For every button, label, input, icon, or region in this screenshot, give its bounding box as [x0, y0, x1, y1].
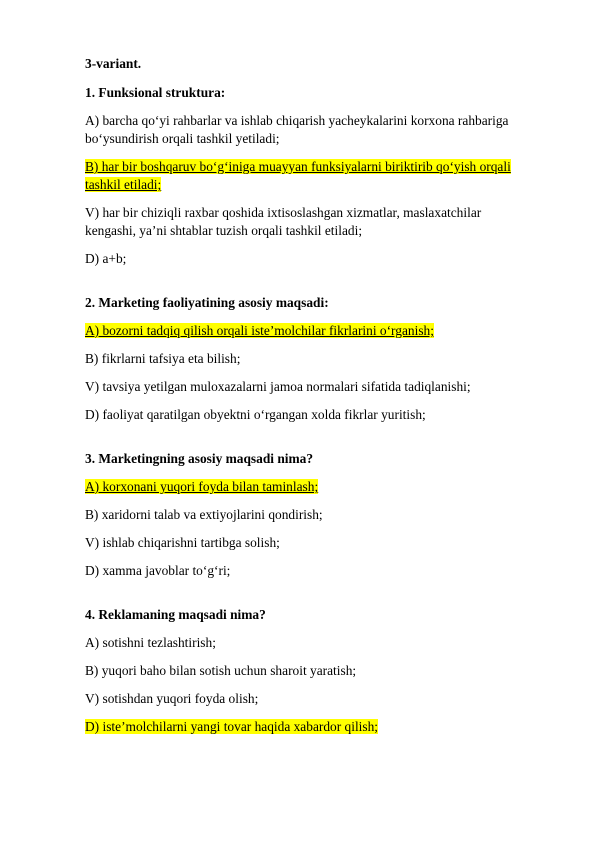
question-text: 1. Funksional struktura: [85, 85, 226, 100]
answer-option [85, 406, 525, 424]
answer-option [85, 534, 525, 552]
option-text: A) barcha qo‘yi rahbarlar va ishlab chiqarish yacheykalarini korxona rahbariga bo‘ysundirish orqali tashkil yetiladi; [85, 113, 509, 146]
question-text: 4. Reklamaning maqsadi nima? [85, 607, 266, 622]
question-2 [85, 294, 525, 424]
option-text: B) xaridorni talab va extiyojlarini qondirish; [85, 507, 323, 522]
question-text: 2. Marketing faoliyatining asosiy maqsadi: [85, 295, 329, 310]
option-text: D) xamma javoblar to‘g‘ri; [85, 563, 231, 578]
answer-option [85, 562, 525, 580]
question-1 [85, 84, 525, 268]
answer-option-correct [85, 718, 525, 736]
option-text: B) yuqori baho bilan sotish uchun sharoit yaratish; [85, 663, 357, 678]
option-text: D) faoliyat qaratilgan obyektni o‘rgangan xolda fikrlar yuritish; [85, 407, 426, 422]
answer-option [85, 250, 525, 268]
option-text: B) fikrlarni tafsiya eta bilish; [85, 351, 241, 366]
highlighted-answer-text: D) iste’molchilarni yangi tovar haqida xabardor qilish; [85, 719, 379, 734]
answer-option-correct [85, 158, 525, 194]
answer-option-correct [85, 478, 525, 496]
option-text: V) har bir chiziqli raxbar qoshida ixtisoslashgan xizmatlar, maslaxatchilar kengashi, ya’ni shtablar tuzish orqali tashkil etiladi; [85, 205, 482, 238]
option-text: V) ishlab chiqarishni tartibga solish; [85, 535, 280, 550]
highlighted-answer-text: A) bozorni tadqiq qilish orqali iste’molchilar fikrlarini o‘rganish; [85, 323, 434, 338]
answer-option [85, 204, 525, 240]
answer-option [85, 350, 525, 368]
answer-option [85, 662, 525, 680]
question-4 [85, 606, 525, 736]
option-text: D) a+b; [85, 251, 127, 266]
question-3 [85, 450, 525, 580]
variant-title: 3-variant. [85, 56, 142, 71]
answer-option [85, 378, 525, 396]
highlighted-answer-text: A) korxonani yuqori foyda bilan taminlash; [85, 479, 319, 494]
highlighted-answer-text: B) har bir boshqaruv bo‘g‘iniga muayyan funksiyalarni biriktirib qo‘yish orqali tashkil etiladi; [85, 159, 511, 192]
document-body [85, 55, 525, 746]
answer-option [85, 634, 525, 652]
option-text: V) sotishdan yuqori foyda olish; [85, 691, 259, 706]
answer-option [85, 690, 525, 708]
option-text: A) sotishni tezlashtirish; [85, 635, 216, 650]
answer-option [85, 112, 525, 148]
option-text: V) tavsiya yetilgan muloxazalarni jamoa normalari sifatida tadiqlanishi; [85, 379, 471, 394]
answer-option [85, 506, 525, 524]
answer-option-correct [85, 322, 525, 340]
question-text: 3. Marketingning asosiy maqsadi nima? [85, 451, 314, 466]
